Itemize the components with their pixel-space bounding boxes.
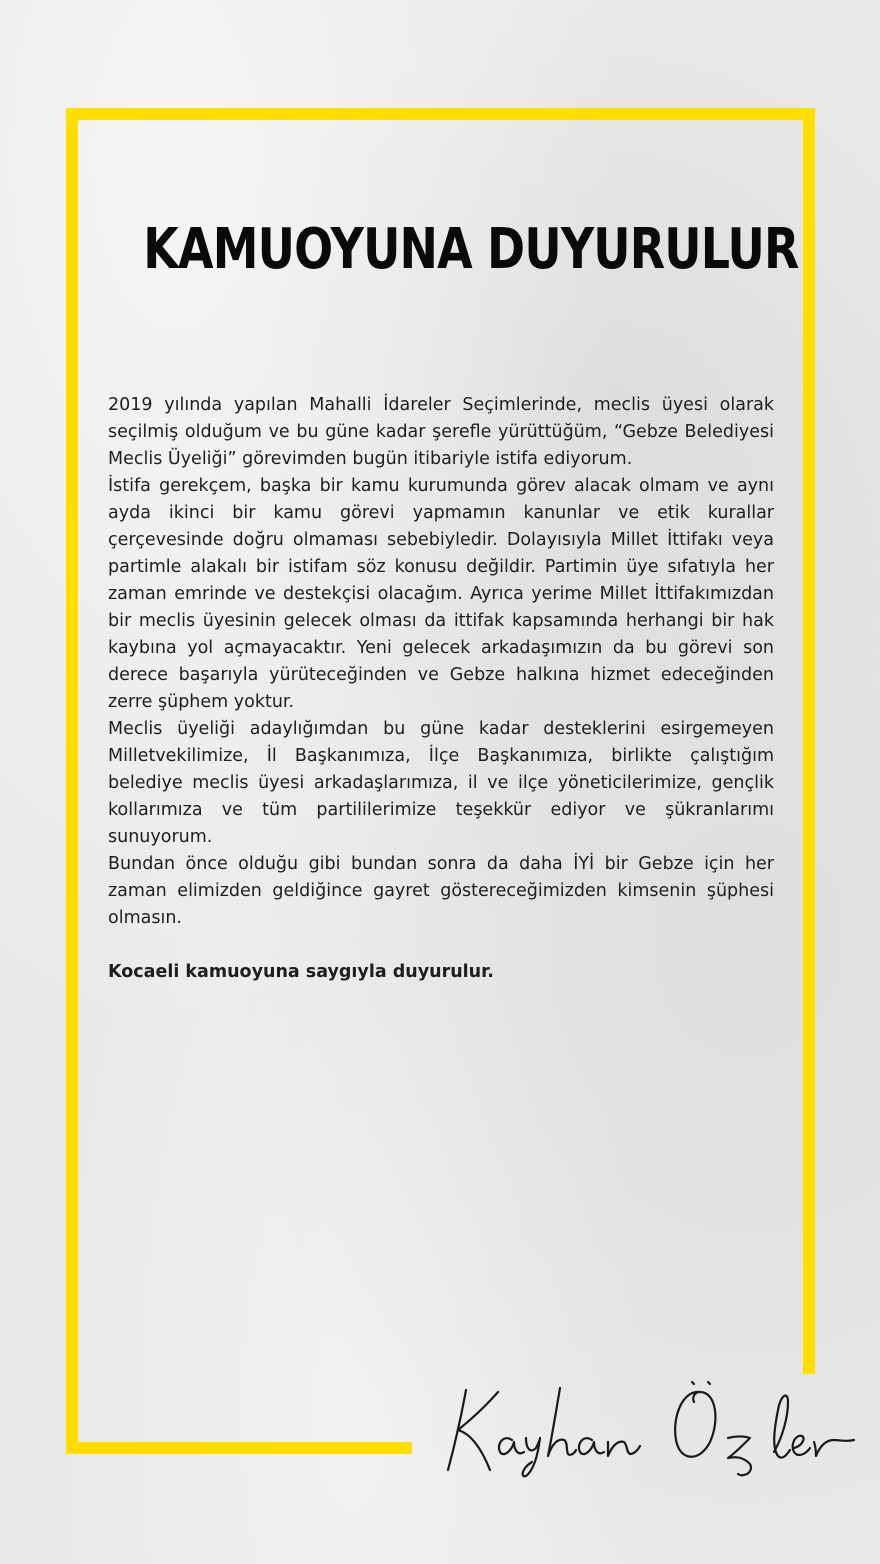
- paragraph-resignation: 2019 yılında yapılan Mahalli İdareler Seçimlerinde, meclis üyesi olarak seçilmiş olduğum ve bu güne kadar şerefle yürüttüğüm, “Gebze Belediyesi Meclis Üyeliği” görevimden bugün itibariyle istifa ediyorum.: [108, 395, 774, 469]
- frame-left-border: [66, 108, 78, 1454]
- announcement-title: KAMUOYUNA DUYURULUR: [143, 217, 799, 282]
- signature-scribble: [438, 1378, 858, 1478]
- closing-line: Kocaeli kamuoyuna saygıyla duyurulur.: [108, 962, 494, 982]
- paragraph-thanks: Meclis üyeliği adaylığımdan bu güne kadar desteklerini esirgemeyen Milletvekilimize, İl Başkanımıza, İlçe Başkanımıza, birlikte çalıştığım belediye meclis üyesi arkadaşlarımıza, il ve ilçe yöneticilerimize, gençlik kollarımıza ve tüm partililerimize teşekkür ediyor ve şükranlarımı sunuyorum.: [108, 719, 774, 847]
- announcement-body: [108, 392, 774, 986]
- handwritten-signature: [438, 1378, 858, 1478]
- frame-right-border: [803, 108, 815, 1374]
- paragraph-reason: İstifa gerekçem, başka bir kamu kurumunda görev alacak olmam ve aynı ayda ikinci bir kamu görevi yapmamın kanunlar ve etik kurallar çerçevesinde doğru olmaması sebebiyledir. Dolayısıyla Millet İttifakı veya partimle alakalı bir istifam söz konusu değildir. Partimin üye sıfatıyla her zaman emrinde ve destekçisi olacağım. Ayrıca yerime Millet İttifakımızdan bir meclis üyesinin gelecek olması da ittifak kapsamında herhangi bir hak kaybına yol açmayacaktır. Yeni gelecek arkadaşımızın da bu görevi son derece başarıyla yürüteceğinden ve Gebze halkına hizmet edeceğinden zerre şüphem yoktur.: [108, 476, 774, 712]
- frame-top-border: [66, 108, 815, 120]
- frame-bottom-border: [66, 1442, 412, 1454]
- paragraph-commitment: Bundan önce olduğu gibi bundan sonra da daha İYİ bir Gebze için her zaman elimizden geldiğince gayret göstereceğimizden kimsenin şüphesi olmasın.: [108, 854, 774, 928]
